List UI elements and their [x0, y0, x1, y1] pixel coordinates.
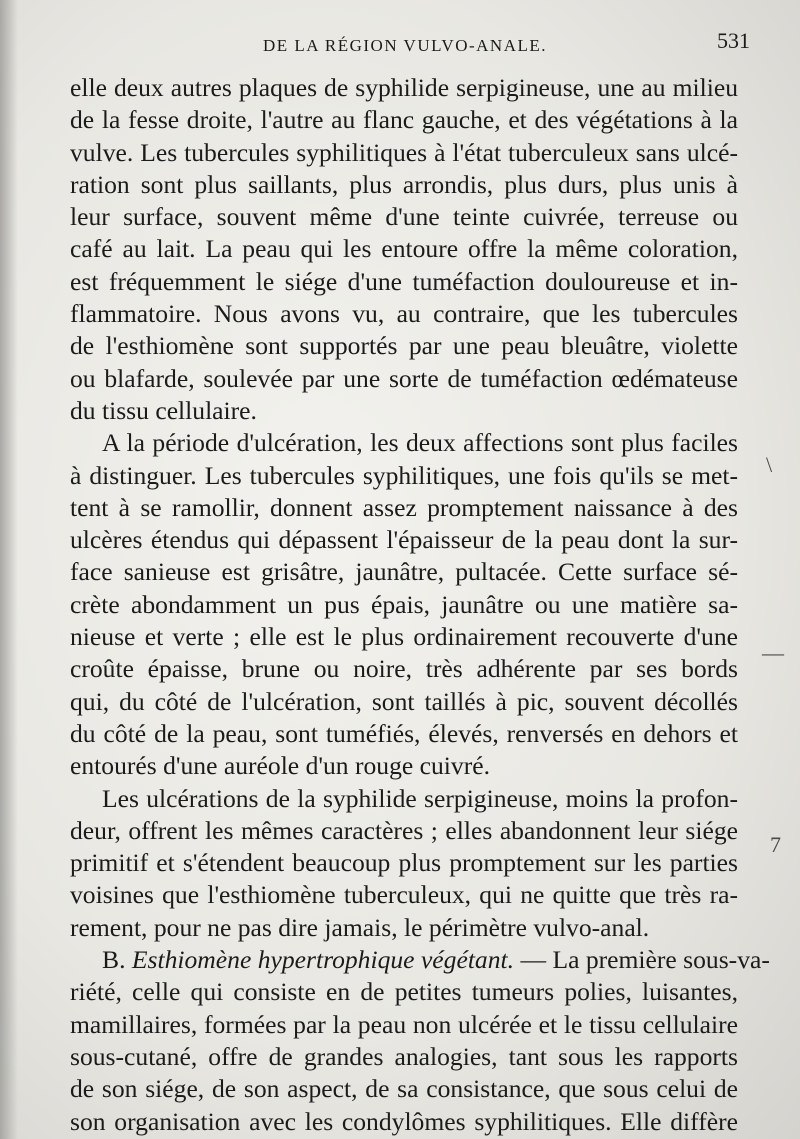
text-line: mamillaires, formées par la peau non ulcérée et le tissu cellulaire	[70, 1009, 738, 1039]
margin-mark: —	[762, 640, 784, 665]
text-line: qui, du côté de l'ulcération, sont taillés à pic, souvent décollés	[70, 686, 738, 716]
text-line: elle deux autres plaques de syphilide serpigineuse, une au milieu	[70, 73, 738, 102]
text-line: crète abondamment un pus épais, jaunâtre ou une matière sa-	[70, 589, 738, 619]
page-number: 531	[717, 28, 750, 53]
text-line: de l'esthiomène sont supportés par une peau bleuâtre, violette	[70, 331, 738, 361]
body-text	[70, 72, 770, 1138]
text-line: de son siége, de son aspect, de sa consistance, que sous celui de	[70, 1074, 738, 1104]
text-line: riété, celle qui consiste en de petites tumeurs polies, luisantes,	[70, 977, 738, 1007]
margin-mark: 7	[770, 832, 781, 857]
text-line: ou blafarde, soulevée par une sorte de tuméfaction œdémateuse	[70, 363, 738, 393]
text-line: flammatoire. Nous avons vu, au contraire, que les tubercules	[70, 299, 738, 329]
running-head: DE LA RÉGION VULVO-ANALE.	[263, 36, 547, 55]
text-line: son organisation avec les condylômes syphilitiques. Elle diffère	[70, 1106, 738, 1136]
text-fragment: — La première sous-va-	[514, 945, 770, 975]
text-line: de la fesse droite, l'autre au flanc gauche, et des végétations à la	[70, 105, 738, 135]
text-line: ration sont plus saillants, plus arrondis, plus durs, plus unis à	[70, 169, 738, 199]
text-line: du côté de la peau, sont tuméfiés, élevés, renversés en dehors et	[70, 718, 738, 748]
text-line: face sanieuse est grisâtre, jaunâtre, pultacée. Cette surface sé-	[70, 557, 738, 587]
text-line: entourés d'une auréole d'un rouge cuivré.	[70, 751, 490, 781]
paragraph-1	[70, 72, 738, 427]
text-line: est fréquemment le siége d'une tuméfaction douloureuse et in-	[70, 266, 738, 296]
paragraph-4	[70, 944, 770, 1138]
text-line: tent à se ramollir, donnent assez promptement naissance à des	[70, 492, 738, 522]
text-line: vulve. Les tubercules syphilitiques à l'état tuberculeux sans ulcé-	[70, 137, 738, 167]
paragraph-2	[70, 427, 738, 782]
text-line	[70, 944, 770, 976]
text-line: deur, offrent les mêmes caractères ; elles abandonnent leur siége	[70, 815, 738, 845]
section-label: B.	[102, 945, 126, 975]
text-line: du tissu cellulaire.	[70, 395, 257, 425]
margin-mark: \	[766, 452, 773, 477]
text-line: rement, pour ne pas dire jamais, le périmètre vulvo-anal.	[70, 912, 650, 942]
text-line: leur surface, souvent même d'une teinte cuivrée, terreuse ou	[70, 202, 738, 232]
text-line: voisines que l'esthiomène tuberculeux, qui ne quitte que très ra-	[70, 880, 738, 910]
text-line: nieuse et verte ; elle est le plus ordinairement recouverte d'une	[70, 622, 738, 652]
text-line: croûte épaisse, brune ou noire, très adhérente par ses bords	[70, 654, 738, 684]
text-line: primitif et s'étendent beaucoup plus promptement sur les parties	[70, 848, 738, 878]
text-line: A la période d'ulcération, les deux affections sont plus faciles	[102, 428, 738, 458]
paragraph-3	[70, 783, 738, 944]
page-header	[60, 22, 750, 62]
text-line: Les ulcérations de la syphilide serpigineuse, moins la profon-	[102, 783, 738, 813]
text-line: café au lait. La peau qui les entoure offre la même coloration,	[70, 234, 738, 264]
section-title: Esthiomène hypertrophique végétant.	[131, 945, 515, 975]
text-line: sous-cutané, offre de grandes analogies, tant sous les rapports	[70, 1041, 738, 1071]
text-line: à distinguer. Les tubercules syphilitiques, une fois qu'ils se met-	[70, 460, 738, 490]
text-line: ulcères étendus qui dépassent l'épaisseur de la peau dont la sur-	[70, 525, 738, 555]
